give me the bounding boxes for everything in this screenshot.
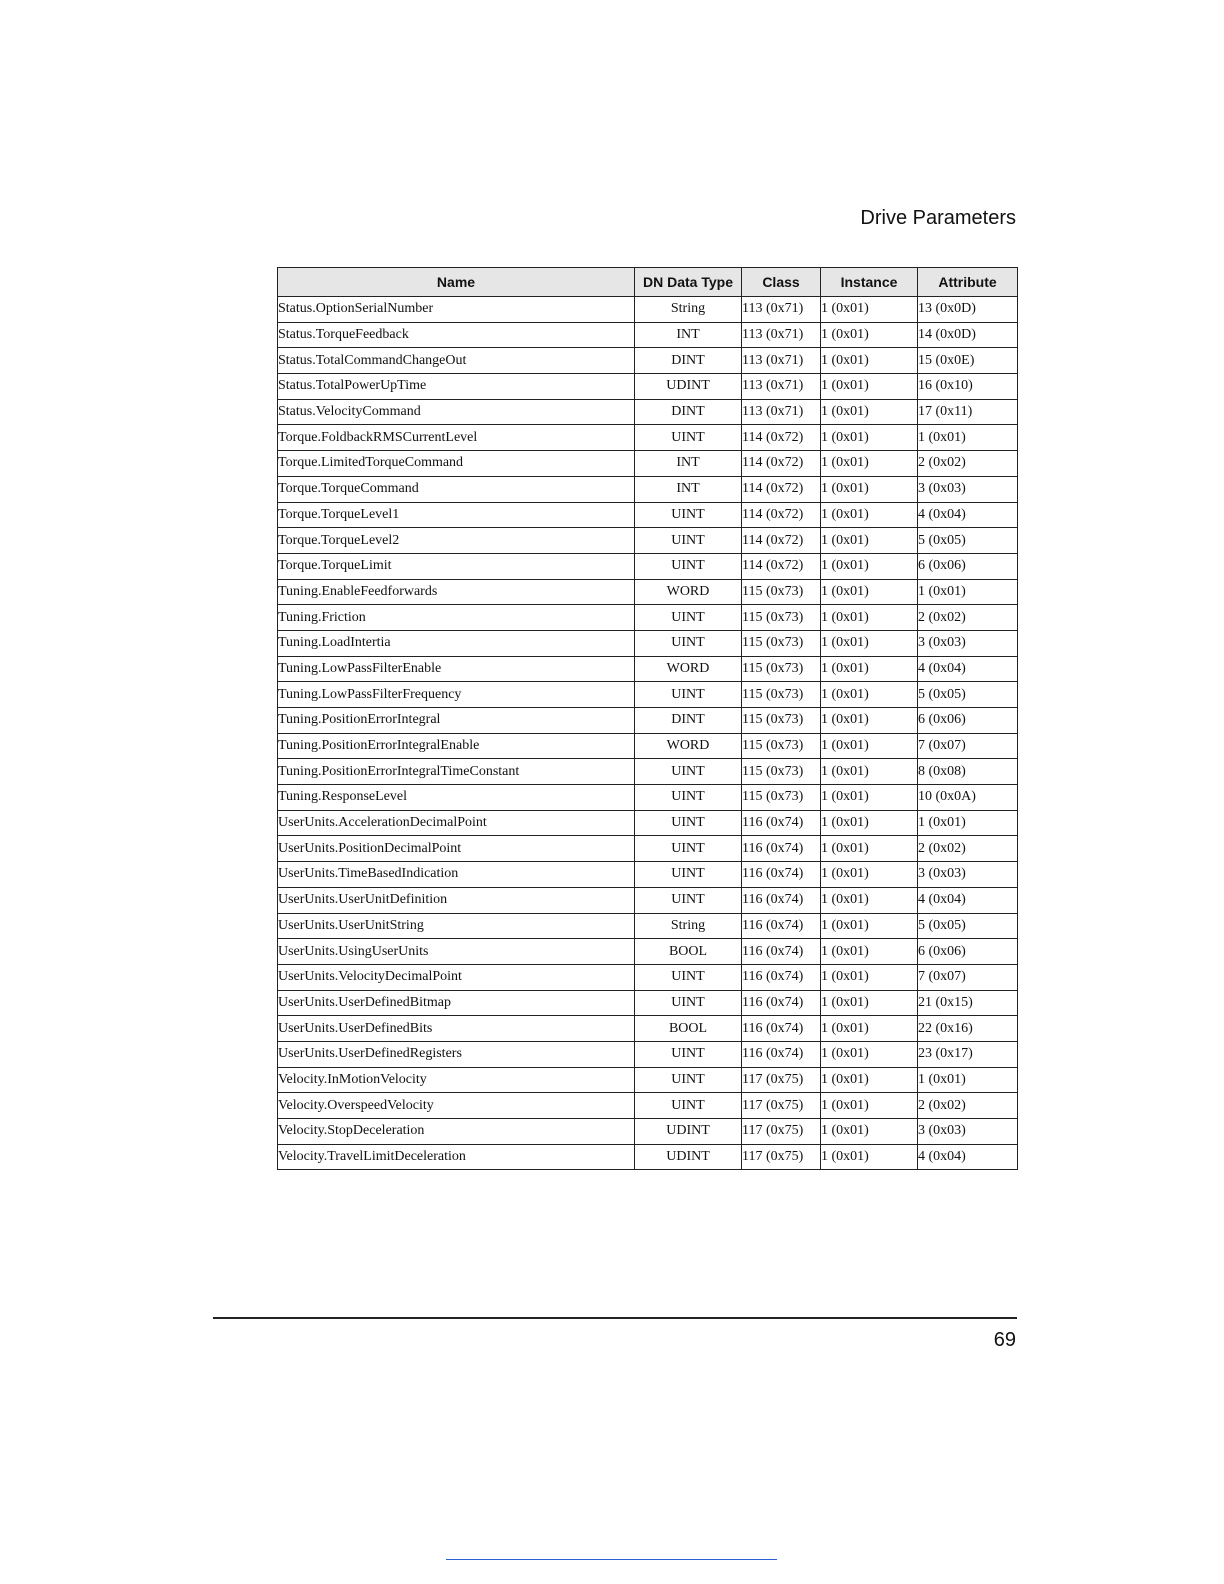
footer-rule bbox=[213, 1317, 1017, 1319]
cell-attribute: 14 (0x0D) bbox=[918, 322, 1018, 348]
page-number: 69 bbox=[993, 1329, 1016, 1351]
cell-attribute: 2 (0x02) bbox=[918, 451, 1018, 477]
bottom-link-underline bbox=[446, 1559, 777, 1560]
cell-name: Torque.FoldbackRMSCurrentLevel bbox=[278, 425, 635, 451]
cell-dn-data-type: UINT bbox=[635, 425, 742, 451]
cell-name: Tuning.ResponseLevel bbox=[278, 785, 635, 811]
table-row bbox=[278, 297, 1018, 323]
cell-name: Tuning.LowPassFilterEnable bbox=[278, 656, 635, 682]
cell-name: Torque.TorqueLevel2 bbox=[278, 528, 635, 554]
cell-attribute: 4 (0x04) bbox=[918, 1144, 1018, 1170]
table-row bbox=[278, 990, 1018, 1016]
table-row bbox=[278, 708, 1018, 734]
table-row bbox=[278, 1067, 1018, 1093]
cell-attribute: 5 (0x05) bbox=[918, 682, 1018, 708]
cell-class: 115 (0x73) bbox=[742, 708, 821, 734]
cell-name: Torque.TorqueCommand bbox=[278, 476, 635, 502]
cell-attribute: 4 (0x04) bbox=[918, 656, 1018, 682]
table-row bbox=[278, 322, 1018, 348]
cell-dn-data-type: UINT bbox=[635, 862, 742, 888]
cell-instance: 1 (0x01) bbox=[821, 528, 918, 554]
cell-dn-data-type: DINT bbox=[635, 399, 742, 425]
cell-attribute: 3 (0x03) bbox=[918, 862, 1018, 888]
cell-attribute: 7 (0x07) bbox=[918, 733, 1018, 759]
cell-instance: 1 (0x01) bbox=[821, 322, 918, 348]
cell-dn-data-type: UINT bbox=[635, 990, 742, 1016]
cell-attribute: 3 (0x03) bbox=[918, 476, 1018, 502]
cell-dn-data-type: UINT bbox=[635, 887, 742, 913]
table-header bbox=[278, 268, 1018, 297]
cell-instance: 1 (0x01) bbox=[821, 785, 918, 811]
table-row bbox=[278, 939, 1018, 965]
cell-name: Torque.LimitedTorqueCommand bbox=[278, 451, 635, 477]
cell-instance: 1 (0x01) bbox=[821, 836, 918, 862]
cell-instance: 1 (0x01) bbox=[821, 990, 918, 1016]
cell-instance: 1 (0x01) bbox=[821, 1119, 918, 1145]
table-row bbox=[278, 785, 1018, 811]
table-row bbox=[278, 502, 1018, 528]
cell-name: UserUnits.UserUnitString bbox=[278, 913, 635, 939]
cell-name: Tuning.LoadIntertia bbox=[278, 630, 635, 656]
cell-class: 115 (0x73) bbox=[742, 682, 821, 708]
cell-class: 116 (0x74) bbox=[742, 862, 821, 888]
cell-name: Velocity.InMotionVelocity bbox=[278, 1067, 635, 1093]
cell-dn-data-type: UINT bbox=[635, 682, 742, 708]
cell-name: Status.TotalPowerUpTime bbox=[278, 374, 635, 400]
cell-attribute: 6 (0x06) bbox=[918, 708, 1018, 734]
cell-class: 114 (0x72) bbox=[742, 451, 821, 477]
column-header-dn-data-type: DN Data Type bbox=[635, 268, 742, 297]
table-row bbox=[278, 1144, 1018, 1170]
table-row bbox=[278, 733, 1018, 759]
cell-instance: 1 (0x01) bbox=[821, 759, 918, 785]
cell-attribute: 15 (0x0E) bbox=[918, 348, 1018, 374]
column-header-class: Class bbox=[742, 268, 821, 297]
cell-name: UserUnits.TimeBasedIndication bbox=[278, 862, 635, 888]
cell-dn-data-type: UINT bbox=[635, 1093, 742, 1119]
cell-dn-data-type: WORD bbox=[635, 579, 742, 605]
cell-name: Velocity.TravelLimitDeceleration bbox=[278, 1144, 635, 1170]
cell-dn-data-type: String bbox=[635, 913, 742, 939]
column-header-name: Name bbox=[278, 268, 635, 297]
cell-dn-data-type: DINT bbox=[635, 708, 742, 734]
cell-attribute: 3 (0x03) bbox=[918, 1119, 1018, 1145]
cell-dn-data-type: UINT bbox=[635, 785, 742, 811]
cell-class: 115 (0x73) bbox=[742, 579, 821, 605]
cell-class: 114 (0x72) bbox=[742, 476, 821, 502]
cell-attribute: 1 (0x01) bbox=[918, 1067, 1018, 1093]
table-row bbox=[278, 630, 1018, 656]
cell-class: 116 (0x74) bbox=[742, 836, 821, 862]
cell-name: Status.TorqueFeedback bbox=[278, 322, 635, 348]
cell-name: UserUnits.PositionDecimalPoint bbox=[278, 836, 635, 862]
cell-class: 113 (0x71) bbox=[742, 297, 821, 323]
cell-class: 113 (0x71) bbox=[742, 348, 821, 374]
cell-instance: 1 (0x01) bbox=[821, 476, 918, 502]
cell-dn-data-type: INT bbox=[635, 322, 742, 348]
cell-instance: 1 (0x01) bbox=[821, 374, 918, 400]
cell-attribute: 16 (0x10) bbox=[918, 374, 1018, 400]
cell-instance: 1 (0x01) bbox=[821, 451, 918, 477]
table-row bbox=[278, 810, 1018, 836]
table-row bbox=[278, 374, 1018, 400]
table-row bbox=[278, 528, 1018, 554]
column-header-attribute: Attribute bbox=[918, 268, 1018, 297]
cell-class: 117 (0x75) bbox=[742, 1144, 821, 1170]
cell-instance: 1 (0x01) bbox=[821, 1093, 918, 1119]
cell-dn-data-type: UINT bbox=[635, 1041, 742, 1067]
cell-class: 116 (0x74) bbox=[742, 913, 821, 939]
cell-class: 116 (0x74) bbox=[742, 810, 821, 836]
cell-class: 116 (0x74) bbox=[742, 990, 821, 1016]
cell-attribute: 13 (0x0D) bbox=[918, 297, 1018, 323]
cell-attribute: 6 (0x06) bbox=[918, 553, 1018, 579]
running-header-title: Drive Parameters bbox=[860, 207, 1016, 229]
drive-parameters-table bbox=[277, 267, 1018, 1170]
cell-attribute: 6 (0x06) bbox=[918, 939, 1018, 965]
cell-instance: 1 (0x01) bbox=[821, 964, 918, 990]
cell-instance: 1 (0x01) bbox=[821, 862, 918, 888]
cell-name: Tuning.PositionErrorIntegralEnable bbox=[278, 733, 635, 759]
table-row bbox=[278, 682, 1018, 708]
cell-name: Velocity.StopDeceleration bbox=[278, 1119, 635, 1145]
table-row bbox=[278, 425, 1018, 451]
table-row bbox=[278, 579, 1018, 605]
table-body bbox=[278, 297, 1018, 1170]
cell-instance: 1 (0x01) bbox=[821, 939, 918, 965]
cell-name: Tuning.LowPassFilterFrequency bbox=[278, 682, 635, 708]
table-row bbox=[278, 1016, 1018, 1042]
cell-class: 113 (0x71) bbox=[742, 322, 821, 348]
table-row bbox=[278, 1093, 1018, 1119]
cell-attribute: 7 (0x07) bbox=[918, 964, 1018, 990]
cell-attribute: 5 (0x05) bbox=[918, 913, 1018, 939]
cell-attribute: 4 (0x04) bbox=[918, 887, 1018, 913]
cell-class: 115 (0x73) bbox=[742, 785, 821, 811]
cell-dn-data-type: WORD bbox=[635, 656, 742, 682]
cell-attribute: 10 (0x0A) bbox=[918, 785, 1018, 811]
cell-instance: 1 (0x01) bbox=[821, 348, 918, 374]
table-row bbox=[278, 605, 1018, 631]
cell-instance: 1 (0x01) bbox=[821, 399, 918, 425]
table-row bbox=[278, 862, 1018, 888]
cell-dn-data-type: UINT bbox=[635, 964, 742, 990]
cell-name: Tuning.PositionErrorIntegralTimeConstant bbox=[278, 759, 635, 785]
cell-dn-data-type: UINT bbox=[635, 836, 742, 862]
cell-class: 115 (0x73) bbox=[742, 605, 821, 631]
cell-dn-data-type: UINT bbox=[635, 528, 742, 554]
cell-class: 116 (0x74) bbox=[742, 1041, 821, 1067]
cell-class: 115 (0x73) bbox=[742, 656, 821, 682]
cell-attribute: 8 (0x08) bbox=[918, 759, 1018, 785]
cell-class: 116 (0x74) bbox=[742, 939, 821, 965]
cell-class: 115 (0x73) bbox=[742, 733, 821, 759]
cell-instance: 1 (0x01) bbox=[821, 682, 918, 708]
cell-name: UserUnits.UserDefinedRegisters bbox=[278, 1041, 635, 1067]
table-row bbox=[278, 887, 1018, 913]
cell-instance: 1 (0x01) bbox=[821, 1067, 918, 1093]
cell-name: Tuning.EnableFeedforwards bbox=[278, 579, 635, 605]
cell-dn-data-type: DINT bbox=[635, 348, 742, 374]
cell-class: 114 (0x72) bbox=[742, 425, 821, 451]
cell-instance: 1 (0x01) bbox=[821, 1016, 918, 1042]
cell-instance: 1 (0x01) bbox=[821, 605, 918, 631]
table-row bbox=[278, 759, 1018, 785]
cell-dn-data-type: UINT bbox=[635, 810, 742, 836]
cell-instance: 1 (0x01) bbox=[821, 733, 918, 759]
cell-class: 116 (0x74) bbox=[742, 1016, 821, 1042]
cell-attribute: 21 (0x15) bbox=[918, 990, 1018, 1016]
cell-class: 114 (0x72) bbox=[742, 502, 821, 528]
cell-class: 116 (0x74) bbox=[742, 964, 821, 990]
table-row bbox=[278, 1119, 1018, 1145]
cell-instance: 1 (0x01) bbox=[821, 553, 918, 579]
cell-class: 117 (0x75) bbox=[742, 1093, 821, 1119]
cell-name: UserUnits.UsingUserUnits bbox=[278, 939, 635, 965]
cell-dn-data-type: UDINT bbox=[635, 1144, 742, 1170]
cell-attribute: 5 (0x05) bbox=[918, 528, 1018, 554]
cell-class: 117 (0x75) bbox=[742, 1067, 821, 1093]
table-row bbox=[278, 1041, 1018, 1067]
table-row bbox=[278, 836, 1018, 862]
cell-attribute: 23 (0x17) bbox=[918, 1041, 1018, 1067]
cell-dn-data-type: String bbox=[635, 297, 742, 323]
cell-instance: 1 (0x01) bbox=[821, 1041, 918, 1067]
table-row bbox=[278, 451, 1018, 477]
cell-name: UserUnits.UserDefinedBitmap bbox=[278, 990, 635, 1016]
table-row bbox=[278, 656, 1018, 682]
cell-attribute: 2 (0x02) bbox=[918, 1093, 1018, 1119]
cell-name: UserUnits.AccelerationDecimalPoint bbox=[278, 810, 635, 836]
cell-dn-data-type: WORD bbox=[635, 733, 742, 759]
cell-dn-data-type: UINT bbox=[635, 630, 742, 656]
cell-class: 115 (0x73) bbox=[742, 759, 821, 785]
cell-class: 116 (0x74) bbox=[742, 887, 821, 913]
cell-instance: 1 (0x01) bbox=[821, 887, 918, 913]
cell-name: Tuning.Friction bbox=[278, 605, 635, 631]
cell-instance: 1 (0x01) bbox=[821, 579, 918, 605]
cell-attribute: 1 (0x01) bbox=[918, 579, 1018, 605]
cell-instance: 1 (0x01) bbox=[821, 1144, 918, 1170]
cell-attribute: 3 (0x03) bbox=[918, 630, 1018, 656]
cell-dn-data-type: UINT bbox=[635, 759, 742, 785]
cell-instance: 1 (0x01) bbox=[821, 297, 918, 323]
table-row bbox=[278, 476, 1018, 502]
table-row bbox=[278, 913, 1018, 939]
cell-attribute: 1 (0x01) bbox=[918, 810, 1018, 836]
cell-instance: 1 (0x01) bbox=[821, 630, 918, 656]
cell-name: UserUnits.UserDefinedBits bbox=[278, 1016, 635, 1042]
cell-dn-data-type: UINT bbox=[635, 553, 742, 579]
cell-attribute: 4 (0x04) bbox=[918, 502, 1018, 528]
cell-dn-data-type: UINT bbox=[635, 1067, 742, 1093]
cell-name: Tuning.PositionErrorIntegral bbox=[278, 708, 635, 734]
cell-attribute: 1 (0x01) bbox=[918, 425, 1018, 451]
cell-attribute: 2 (0x02) bbox=[918, 836, 1018, 862]
table-row bbox=[278, 964, 1018, 990]
cell-dn-data-type: INT bbox=[635, 476, 742, 502]
table-row bbox=[278, 553, 1018, 579]
cell-instance: 1 (0x01) bbox=[821, 502, 918, 528]
header-row bbox=[278, 268, 1018, 297]
column-header-instance: Instance bbox=[821, 268, 918, 297]
cell-instance: 1 (0x01) bbox=[821, 708, 918, 734]
cell-name: Velocity.OverspeedVelocity bbox=[278, 1093, 635, 1119]
cell-dn-data-type: UINT bbox=[635, 502, 742, 528]
cell-name: Status.VelocityCommand bbox=[278, 399, 635, 425]
cell-instance: 1 (0x01) bbox=[821, 810, 918, 836]
table-row bbox=[278, 348, 1018, 374]
cell-instance: 1 (0x01) bbox=[821, 656, 918, 682]
cell-dn-data-type: UINT bbox=[635, 605, 742, 631]
cell-class: 113 (0x71) bbox=[742, 399, 821, 425]
cell-name: Torque.TorqueLimit bbox=[278, 553, 635, 579]
cell-name: Status.OptionSerialNumber bbox=[278, 297, 635, 323]
table-row bbox=[278, 399, 1018, 425]
cell-attribute: 2 (0x02) bbox=[918, 605, 1018, 631]
cell-class: 114 (0x72) bbox=[742, 528, 821, 554]
cell-instance: 1 (0x01) bbox=[821, 913, 918, 939]
cell-class: 117 (0x75) bbox=[742, 1119, 821, 1145]
cell-attribute: 17 (0x11) bbox=[918, 399, 1018, 425]
cell-name: Torque.TorqueLevel1 bbox=[278, 502, 635, 528]
cell-dn-data-type: UDINT bbox=[635, 374, 742, 400]
cell-dn-data-type: BOOL bbox=[635, 939, 742, 965]
cell-dn-data-type: BOOL bbox=[635, 1016, 742, 1042]
cell-name: Status.TotalCommandChangeOut bbox=[278, 348, 635, 374]
cell-dn-data-type: INT bbox=[635, 451, 742, 477]
cell-attribute: 22 (0x16) bbox=[918, 1016, 1018, 1042]
cell-dn-data-type: UDINT bbox=[635, 1119, 742, 1145]
cell-instance: 1 (0x01) bbox=[821, 425, 918, 451]
cell-name: UserUnits.VelocityDecimalPoint bbox=[278, 964, 635, 990]
cell-name: UserUnits.UserUnitDefinition bbox=[278, 887, 635, 913]
cell-class: 114 (0x72) bbox=[742, 553, 821, 579]
cell-class: 115 (0x73) bbox=[742, 630, 821, 656]
cell-class: 113 (0x71) bbox=[742, 374, 821, 400]
